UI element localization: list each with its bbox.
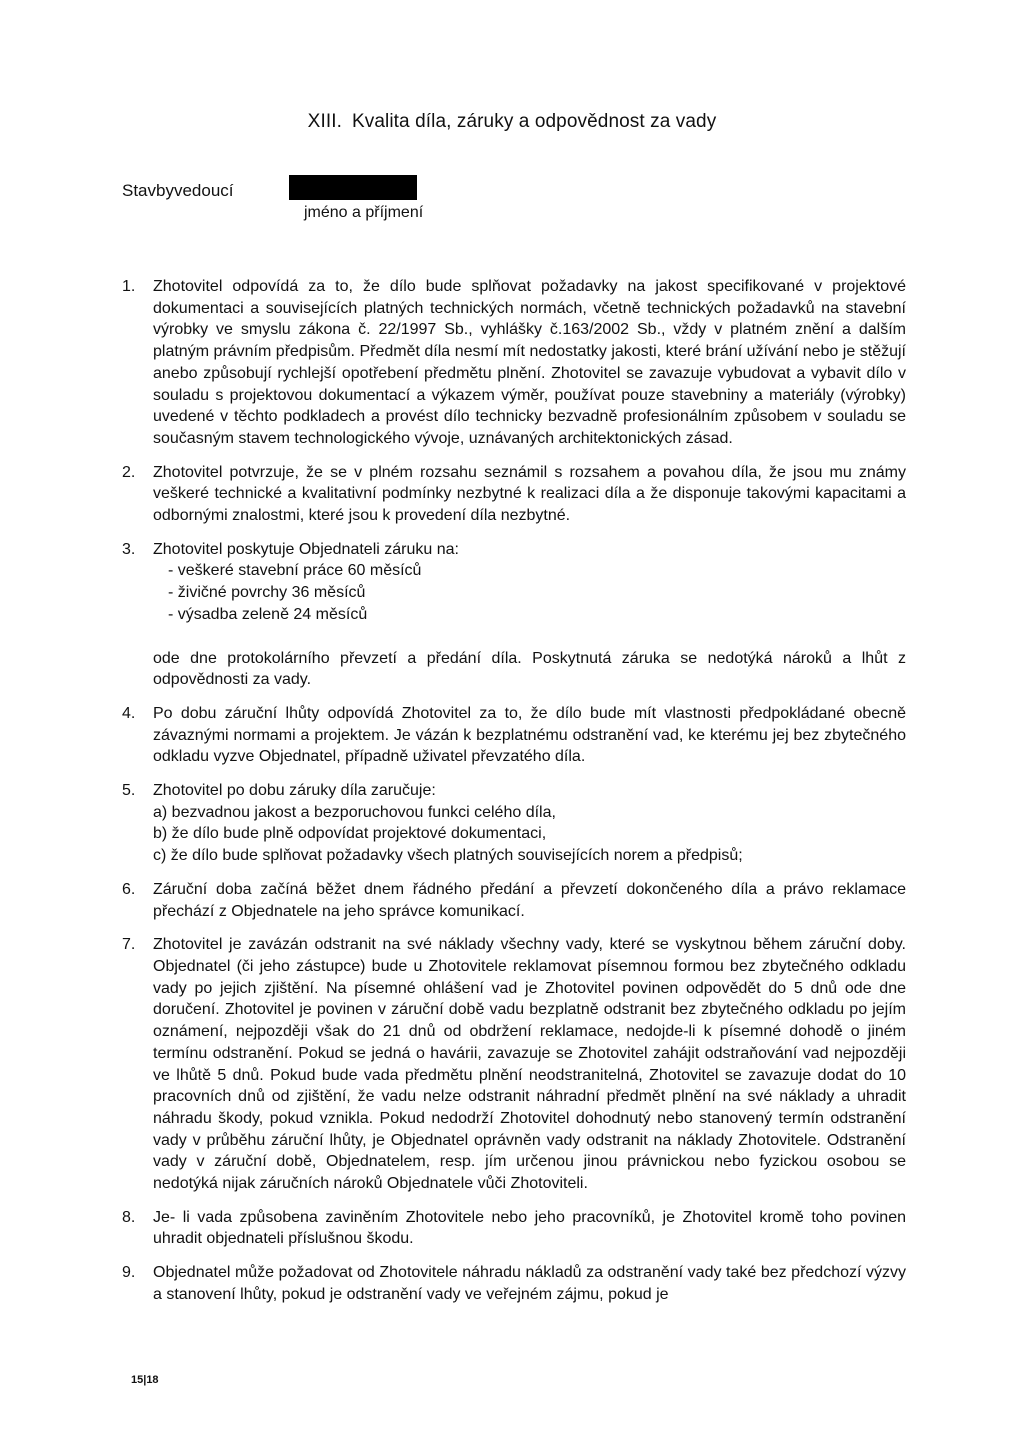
- page-number: 15|18: [131, 1374, 159, 1386]
- clause-number: 4.: [122, 704, 136, 722]
- section-number: XIII.: [307, 111, 342, 132]
- guarantee-item: a) bezvadnou jakost a bezporuchovou funkci celého díla,: [153, 803, 556, 821]
- clause-list: [122, 276, 906, 1306]
- clause-intro: Zhotovitel poskytuje Objednateli záruku na:: [153, 540, 459, 558]
- clause-text: Zhotovitel potvrzuje, že se v plném rozsahu seznámil s rozsahem a povahou díla, že jsou mu známy veškeré technické a kvalitativní podmínky nezbytné k realizaci díla a že disponuje takovými kapacitami a odbornými znalostmi, které jsou k provedení díla nezbytné.: [153, 463, 906, 525]
- clause-1: [122, 276, 906, 450]
- redacted-name-box: [289, 175, 417, 200]
- guarantee-item: c) že dílo bude splňovat požadavky všech platných souvisejících norem a předpisů;: [153, 847, 743, 865]
- clause-3: [122, 539, 906, 691]
- stavbyvedouci-label: Stavbyvedoucí: [122, 181, 234, 200]
- clause-9: [122, 1262, 906, 1305]
- clause-6: [122, 879, 906, 922]
- warranty-item: - živičné povrchy 36 měsíců: [168, 584, 366, 602]
- clause-text: Objednatel může požadovat od Zhotovitele náhradu nákladů za odstranění vady také bez předchozí výzvy a stanovení lhůty, pokud je odstranění vady ve veřejném zájmu, pokud je: [153, 1264, 906, 1303]
- clause-number: 1.: [122, 278, 136, 295]
- clause-text: Po dobu záruční lhůty odpovídá Zhotovitel za to, že dílo bude mít vlastnosti předpokládané obecně závaznými normami a projektem. Je vázán k bezplatnému odstranění vad, ke kterému jej bez zbytečného odkladu vyzve Objednatel, případně uživatel převzatého díla.: [153, 704, 906, 766]
- clause-number: 7.: [122, 936, 136, 954]
- clause-number: 5.: [122, 782, 136, 800]
- clause-number: 8.: [122, 1208, 136, 1226]
- clause-number: 3.: [122, 540, 136, 558]
- warranty-item: - výsadba zeleně 24 měsíců: [168, 605, 368, 623]
- clause-7: [122, 934, 906, 1194]
- clause-2: [122, 462, 906, 527]
- clause-text: Je- li vada způsobena zaviněním Zhotovitele nebo jeho pracovníků, je Zhotovitel kromě toho povinen uhradit objednateli příslušnou škodu.: [153, 1208, 906, 1248]
- clause-4: [122, 703, 906, 768]
- clause-text: Zhotovitel odpovídá za to, že dílo bude splňovat požadavky na jakost specifikované v projektové dokumentaci a souvisejících platných technických normách, včetně technických požadavků na stavební výrobky ve smyslu zákona č. 22/1997 Sb., vyhlášky č.163/2002 Sb., vždy v platném znění a dalším platným právním předpisům. Předmět díla nesmí mít nedostatky jakosti, které brání užívání nebo je stěžují anebo způsobují rychlejší opotřebení předmětu plnění. Zhotovitel se zavazuje vybudovat a vybavit dílo v souladu s projektovou dokumentací a výkazem výměr, používat pouze stavebniny a materiály (výrobky) uvedené v těchto podkladech a provést dílo technicky bezvadně profesionálním způsobem v souladu se současným stavem technologického vývoje, uznávaných architektonických zásad.: [153, 278, 906, 447]
- guarantee-item: b) že dílo bude plně odpovídat projektové dokumentaci,: [153, 825, 547, 843]
- section-title: Kvalita díla, záruky a odpovědnost za vady: [351, 111, 717, 132]
- clause-number: 2.: [122, 463, 136, 481]
- clause-8: [122, 1207, 906, 1250]
- clause-text: Zhotovitel je zavázán odstranit na své náklady všechny vady, které se vyskytnou během záruční doby. Objednatel (či jeho zástupce) bude u Zhotovitele reklamovat písemnou formou bez zbytečného odkladu vady po jejich zjištění. Na písemné ohlášení vad je Zhotovitel povinen odpovědět do 5 dnů ode dne doručení. Zhotovitel je povinen v záruční době vadu bezplatně odstranit bez zbytečného odkladu po jejím oznámení, nejpozději však do 21 dnů od obdržení reklamace, nedojde-li k písemné dohodě o jiném termínu odstranění. Pokud se jedná o havárii, zavazuje se Zhotovitel zahájit odstraňování vad nejpozději ve lhůtě 5 dnů. Pokud bude vada předmětu plnění neodstranitelná, Zhotovitel se zavazuje dodat do 10 pracovních dnů od zjištění, že vadu nelze odstranit náhradní předmět plnění na své náklady a uhradit náhradu škody, pokud vznikla. Pokud nedodrží Zhotovitel dohodnutý nebo stanovený termín odstranění vady v průběhu záruční lhůty, je Objednatel oprávněn vady odstranit na náklady Zhotovitele. Odstranění vady v záruční době, Objednatelem, resp. jím určenou jinou právnickou nebo fyzickou osobou se nedotýká nijak záručních nároků Objednatele vůči Zhotoviteli.: [153, 936, 906, 1193]
- clause-5: [122, 780, 906, 867]
- warranty-item: - veškeré stavební práce 60 měsíců: [168, 562, 422, 580]
- clause-intro: Zhotovitel po dobu záruky díla zaručuje:: [153, 782, 436, 800]
- section-heading: [0, 111, 1024, 133]
- clause-text: Záruční doba začíná běžet dnem řádného předání a převzetí dokončeného díla a právo reklamace přechází z Objednatele na jeho správce komunikací.: [153, 880, 906, 920]
- clause-number: 9.: [122, 1264, 136, 1282]
- name-sublabel: jméno a příjmení: [304, 204, 424, 221]
- clause-outro: ode dne protokolárního převzetí a předání díla. Poskytnutá záruka se nedotýká nároků a lhůt z odpovědnosti za vady.: [153, 649, 906, 689]
- clause-number: 6.: [122, 880, 136, 898]
